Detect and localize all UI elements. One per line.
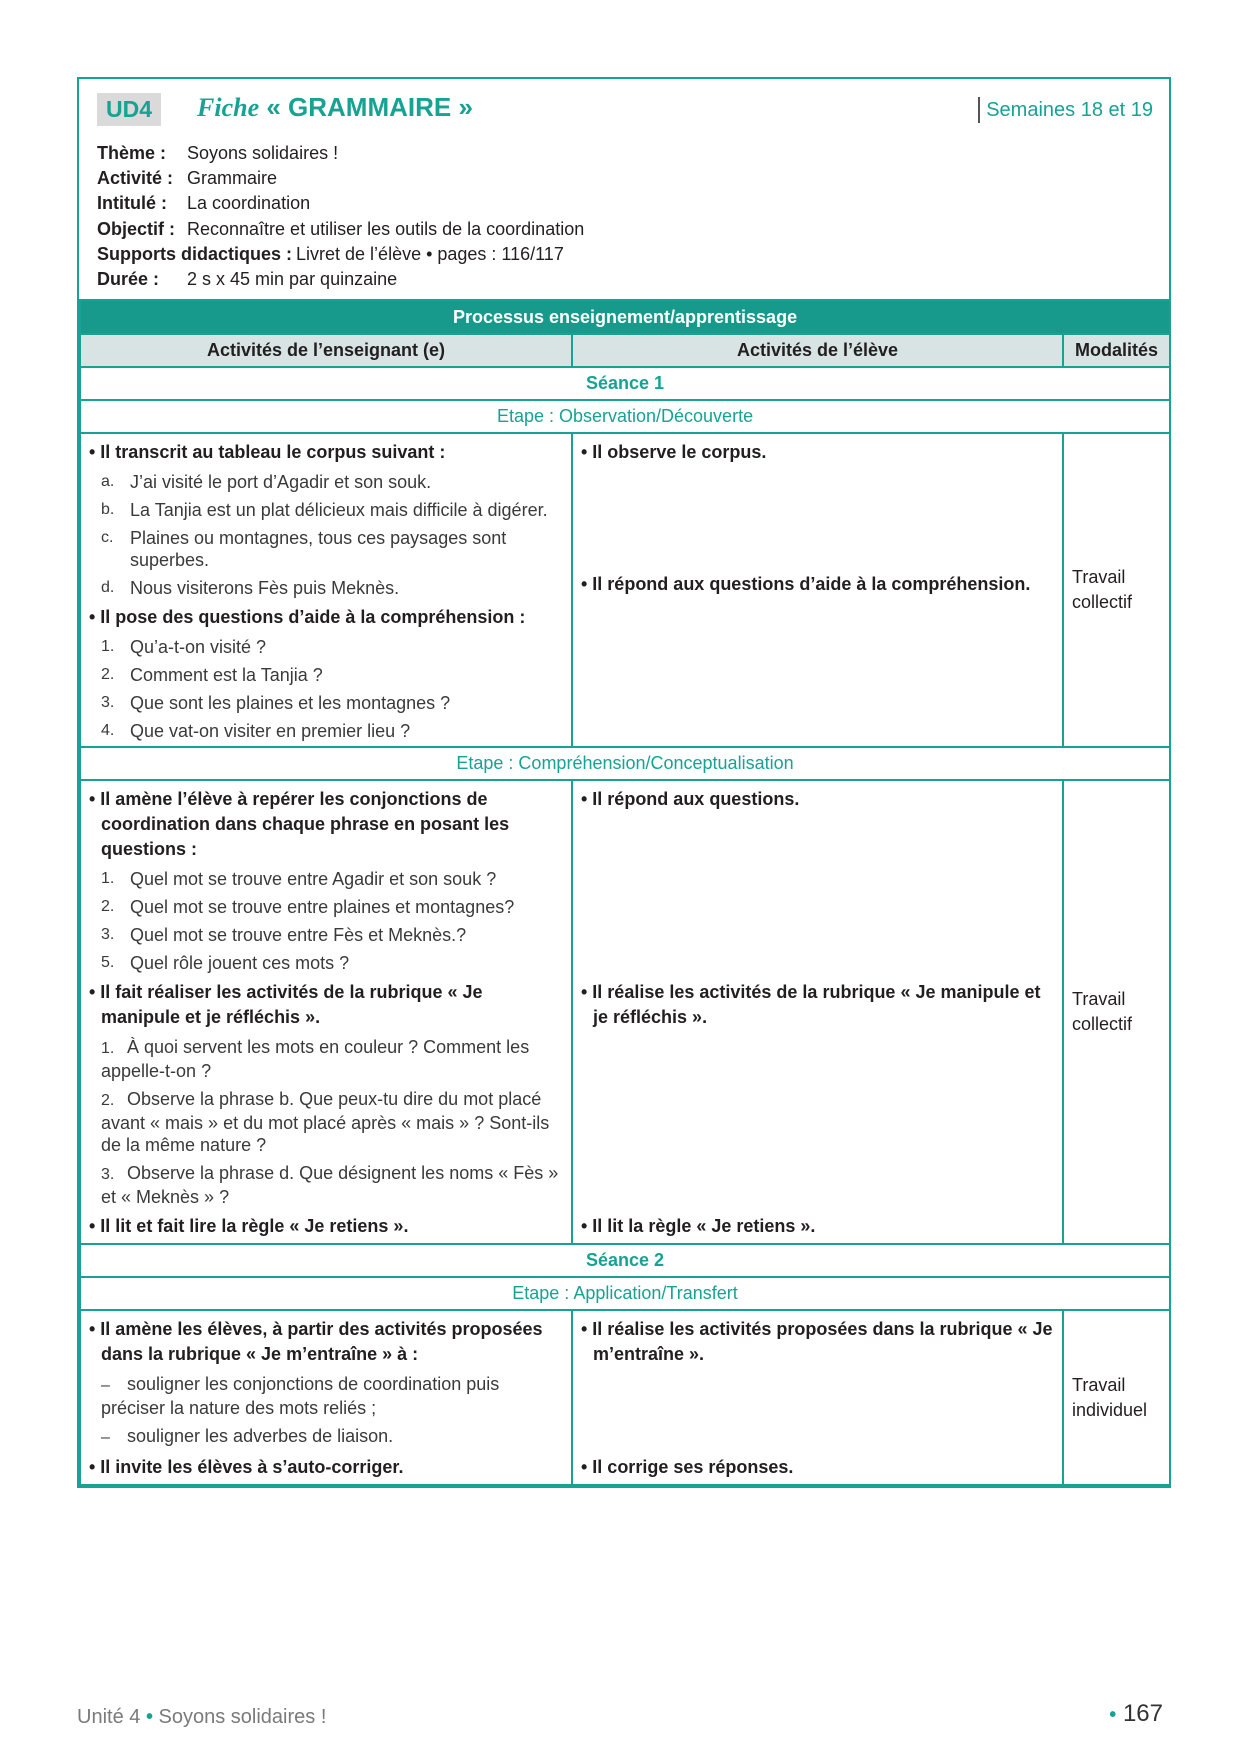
meta-key: Durée : — [97, 269, 160, 290]
sheet-header — [79, 79, 1169, 299]
meta-value: Livret de l’élève • pages : 116/117 — [296, 243, 564, 264]
list-item — [89, 527, 563, 571]
list-text: Que sont les plaines et les montagnes ? — [130, 693, 451, 713]
teacher-step: • Il transcrit au tableau le corpus suivant : — [89, 442, 446, 462]
student-cell — [572, 780, 1063, 1244]
weeks-label: Semaines 18 et 19 — [978, 97, 1153, 123]
list-text: souligner les conjonctions de coordination puis préciser la nature des mots reliés ; — [101, 1374, 500, 1418]
list-item — [89, 577, 563, 599]
list-marker: – — [101, 1377, 110, 1394]
meta-key: Supports didactiques : — [97, 243, 293, 264]
table-banner: Processus enseignement/apprentissage — [80, 300, 1170, 334]
list-marker: 1. — [101, 638, 115, 655]
student-step: • Il corrige ses réponses. — [581, 1457, 794, 1477]
modality-cell: Travail individuel — [1063, 1310, 1170, 1485]
list-text: Nous visiterons Fès puis Meknès. — [130, 578, 400, 598]
list-item — [89, 896, 563, 918]
meta-row — [97, 217, 584, 242]
list-item — [89, 868, 563, 890]
teacher-step: • Il amène l’élève à repérer les conjonctions de coordination dans chaque phrase en posant les questions : — [89, 789, 510, 859]
list-marker: 1. — [101, 870, 115, 887]
list-item — [89, 636, 563, 658]
list-text: Comment est la Tanjia ? — [130, 665, 323, 685]
list-marker: 4. — [101, 722, 115, 739]
list-item — [89, 1373, 563, 1419]
student-step: • Il réalise les activités de la rubrique « Je manipule et je réfléchis ». — [581, 982, 1041, 1027]
student-cell — [572, 1310, 1063, 1485]
meta-row — [97, 267, 584, 292]
list-marker: c. — [101, 529, 114, 546]
teacher-step: • Il invite les élèves à s’auto-corriger. — [89, 1457, 404, 1477]
list-marker: a. — [101, 473, 115, 490]
list-item — [89, 1088, 563, 1156]
list-item — [89, 1036, 563, 1082]
etape-observation-title: Etape : Observation/Découverte — [80, 400, 1170, 433]
student-step: • Il observe le corpus. — [581, 442, 767, 462]
sheet-title — [197, 92, 473, 123]
list-text: J’ai visité le port d’Agadir et son souk. — [130, 472, 432, 492]
meta-key: Intitulé : — [97, 193, 167, 214]
lesson-sheet — [77, 77, 1171, 1488]
title-text: « GRAMMAIRE » — [266, 92, 473, 122]
list-item — [89, 664, 563, 686]
list-marker: 1. — [101, 1040, 115, 1057]
list-text: Quel mot se trouve entre plaines et montagnes? — [130, 897, 515, 917]
list-text: Observe la phrase d. Que désignent les noms « Fès » et « Meknès » ? — [101, 1163, 559, 1207]
list-marker: b. — [101, 501, 115, 518]
list-item — [89, 692, 563, 714]
list-item — [89, 471, 563, 493]
meta-value: Grammaire — [187, 168, 278, 189]
list-marker: 3. — [101, 1166, 115, 1183]
list-item — [89, 952, 563, 974]
list-marker: 3. — [101, 926, 115, 943]
meta-value: La coordination — [187, 193, 311, 214]
col-header-teacher: Activités de l’enseignant (e) — [80, 334, 572, 367]
list-item — [89, 1162, 563, 1208]
list-text: La Tanjia est un plat délicieux mais difficile à digérer. — [130, 500, 548, 520]
list-item — [89, 499, 563, 521]
student-step: • Il réalise les activités proposées dans la rubrique « Je m’entraîne ». — [581, 1319, 1053, 1364]
meta-row — [97, 166, 584, 191]
etape-comprehension-title: Etape : Compréhension/Conceptualisation — [80, 747, 1170, 780]
modality-cell: Travail collectif — [1063, 433, 1170, 747]
meta-key: Thème : — [97, 143, 167, 163]
list-marker: 3. — [101, 694, 115, 711]
meta-row — [97, 141, 584, 166]
list-text: Plaines ou montagnes, tous ces paysages sont superbes. — [130, 528, 507, 570]
list-marker: 2. — [101, 1092, 115, 1109]
teacher-step: • Il fait réaliser les activités de la rubrique « Je manipule et je réfléchis ». — [89, 982, 483, 1027]
meta-value: 2 s x 45 min par quinzaine — [187, 269, 398, 290]
footer-unit: Unité 4 — [77, 1706, 141, 1728]
teacher-step: • Il pose des questions d’aide à la compréhension : — [89, 607, 526, 627]
list-marker: 5. — [101, 954, 115, 971]
list-text: À quoi servent les mots en couleur ? Comment les appelle-t-on ? — [101, 1037, 530, 1081]
footer-running-title — [77, 1706, 326, 1729]
student-cell — [572, 433, 1063, 747]
meta-block — [97, 141, 584, 292]
list-text: Observe la phrase b. Que peux-tu dire du mot placé avant « mais » et du mot placé après « mais » ? Sont-ils de la même nature ? — [101, 1089, 550, 1155]
bullet-icon: • — [1109, 1704, 1117, 1726]
footer-theme: Soyons solidaires ! — [158, 1706, 327, 1728]
meta-row — [97, 242, 584, 267]
list-text: Que vat-on visiter en premier lieu ? — [130, 721, 411, 741]
col-header-modality: Modalités — [1063, 334, 1170, 367]
fiche-word: Fiche — [197, 93, 260, 122]
list-text: Quel mot se trouve entre Fès et Meknès.? — [130, 925, 467, 945]
list-marker: 2. — [101, 898, 115, 915]
list-marker: – — [101, 1429, 110, 1446]
list-item — [89, 924, 563, 946]
unit-badge: UD4 — [97, 93, 161, 126]
list-text: Quel mot se trouve entre Agadir et son souk ? — [130, 869, 497, 889]
meta-key: Activité : — [97, 168, 174, 189]
teacher-cell — [80, 780, 572, 1244]
student-step: • Il lit la règle « Je retiens ». — [581, 1216, 816, 1236]
list-text: Quel rôle jouent ces mots ? — [130, 953, 350, 973]
page-number-block — [1109, 1700, 1163, 1728]
meta-row — [97, 191, 584, 216]
process-table — [79, 299, 1171, 1486]
page-number: 167 — [1122, 1700, 1163, 1727]
bullet-icon: • — [145, 1706, 153, 1728]
modality-cell: Travail collectif — [1063, 780, 1170, 1244]
seance-2-title: Séance 2 — [80, 1244, 1170, 1277]
list-marker: d. — [101, 579, 115, 596]
teacher-step: • Il amène les élèves, à partir des activités proposées dans la rubrique « Je m’entraîne » à : — [89, 1319, 543, 1364]
list-text: souligner les adverbes de liaison. — [127, 1426, 394, 1446]
etape-application-title: Etape : Application/Transfert — [80, 1277, 1170, 1310]
meta-value: Soyons solidaires ! — [187, 143, 339, 163]
list-text: Qu’a-t-on visité ? — [130, 637, 267, 657]
seance-1-title: Séance 1 — [80, 367, 1170, 400]
teacher-cell — [80, 1310, 572, 1485]
teacher-step: • Il lit et fait lire la règle « Je retiens ». — [89, 1216, 409, 1236]
list-marker: 2. — [101, 666, 115, 683]
meta-key: Objectif : — [97, 218, 176, 239]
list-item — [89, 720, 563, 742]
student-step: • Il répond aux questions. — [581, 789, 800, 809]
col-header-student: Activités de l’élève — [572, 334, 1063, 367]
list-item — [89, 1425, 563, 1449]
meta-value: Reconnaître et utiliser les outils de la coordination — [187, 218, 585, 239]
teacher-cell — [80, 433, 572, 747]
student-step: • Il répond aux questions d’aide à la compréhension. — [581, 574, 1031, 594]
